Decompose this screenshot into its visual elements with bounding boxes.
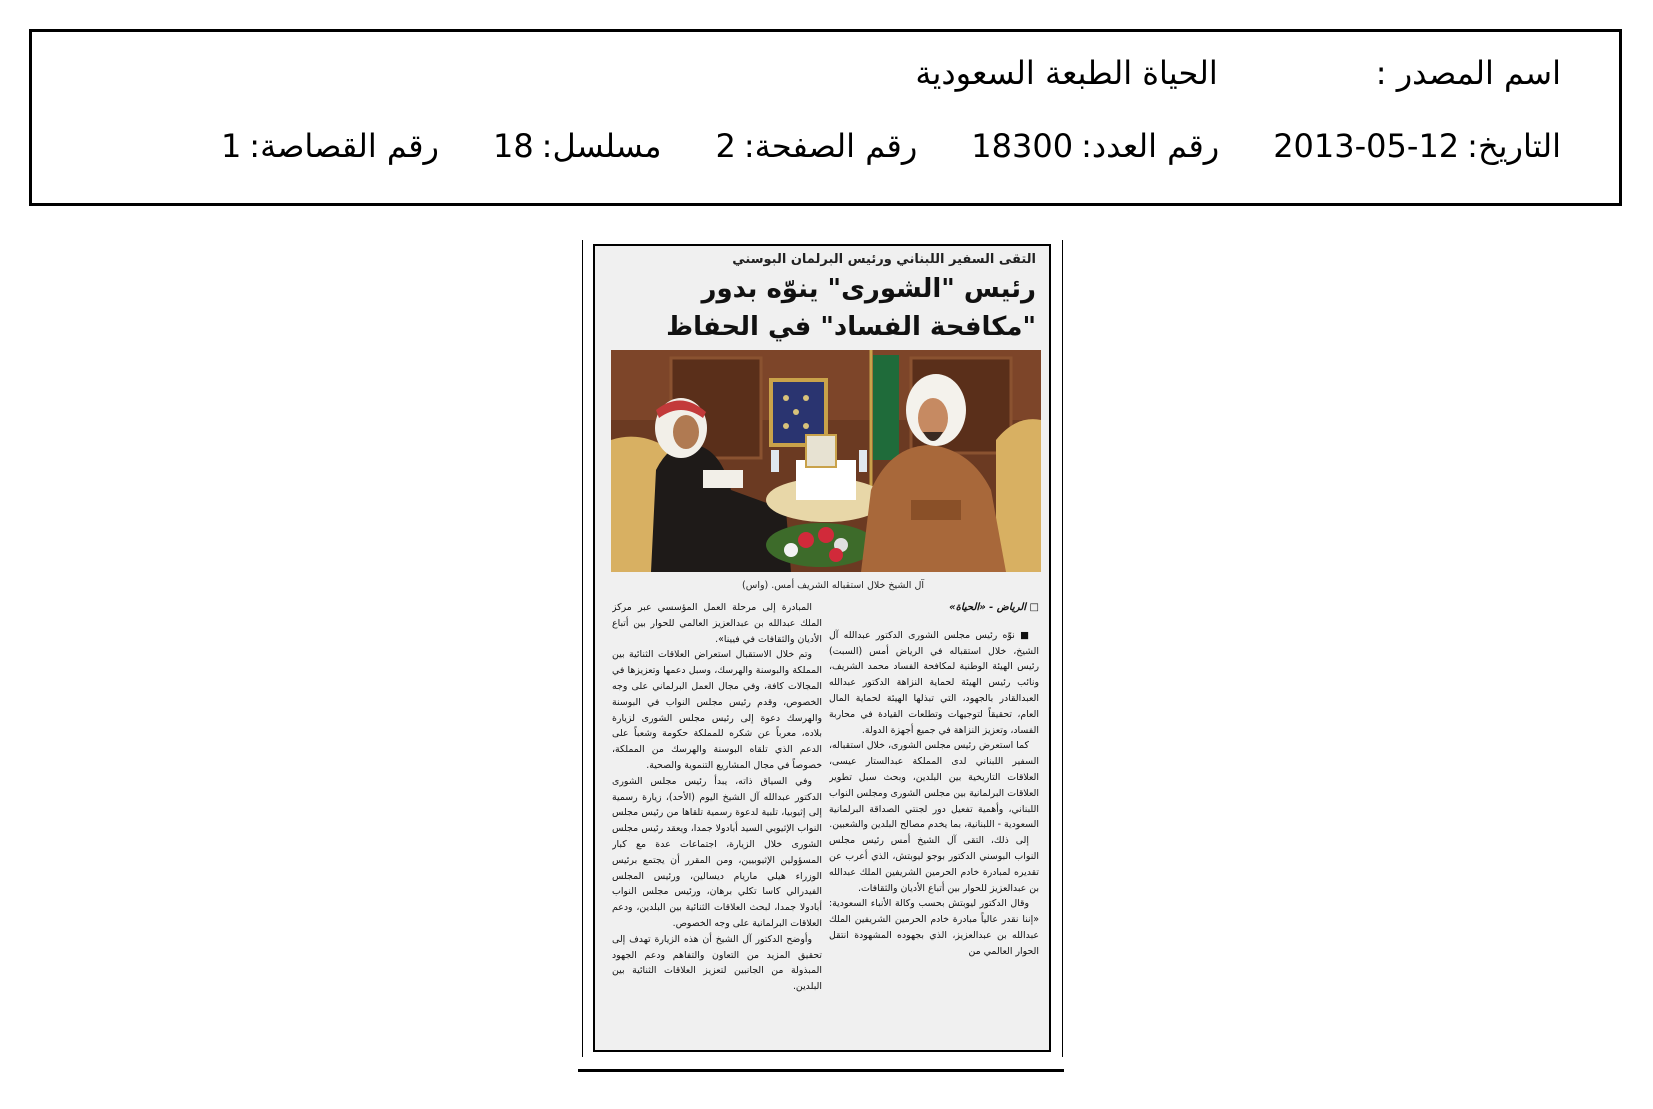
page-label: رقم الصفحة: xyxy=(743,127,918,165)
article-paragraph: كما استعرض رئيس مجلس الشورى، خلال استقباله، السفير اللبناني لدى المملكة عبدالستار عيسى، العلاقات التاريخية بين البلدين، وبحث سبل تطوير العلاقات البرلمانية بين مجلس الشورى ومجلس النواب اللبناني، وأهمية تفعيل دور لجنتي الصداقة البرلمانية السعودية - اللبنانية، بما يخدم مصالح البلدين والشعبين. xyxy=(829,740,1039,831)
serial-value: 18 xyxy=(492,127,534,165)
source-label: اسم المصدر : xyxy=(1375,54,1561,92)
date-field xyxy=(1273,127,1561,165)
article-column-right xyxy=(829,600,1039,1040)
article-paragraph: وتم خلال الاستقبال استعراض العلاقات الثنائية بين المملكة والبوسنة والهرسك، وسبل دعمها وتعزيزها في المجالات كافة، وفي مجال العمل البرلماني على وجه الخصوص، وقدم رئيس مجلس النواب في البوسنة والهرسك دعوة إلى رئيس مجلس الشورى لزيارة بلاده، معرباً عن شكره للمملكة حكومة وشعباً على الدعم الذي تلقاه البوسنة والهرسك من المملكة، خصوصاً في مجال المشاريع التنموية والصحية. xyxy=(612,649,822,771)
article-paragraph: وأوضح الدكتور آل الشيخ أن هذه الزيارة تهدف إلى تحقيق المزيد من التعاون والتفاهم ودعم الجهود المبذولة من الجانبين لتعزيز العلاقات الثنائية بين البلدين. xyxy=(612,933,822,993)
metadata-row-details xyxy=(62,127,1561,165)
source-value-field xyxy=(915,54,1217,92)
page-value: 2 xyxy=(715,127,736,165)
serial-label: مسلسل: xyxy=(541,127,662,165)
article-kicker: التقى السفير اللبناني ورئيس البرلمان البوسني xyxy=(732,252,1036,267)
article-paragraph: ■ نوّه رئيس مجلس الشورى الدكتور عبدالله آل الشيخ، خلال استقباله في الرياض أمس (السبت) رئيس الهيئة الوطنية لمكافحة الفساد محمد الشريف، ونائب رئيس الهيئة لحماية النزاهة الدكتور عبدالله العبدالقادر بالجهود، التي تبذلها الهيئة لحماية المال العام، تحقيقاً لتوجيهات وتطلعات القيادة في محاربة الفساد، وتعزيز النزاهة في جميع أجهزة الدولة. xyxy=(829,629,1039,736)
source-value: الحياة الطبعة السعودية xyxy=(915,54,1218,92)
photo-caption: آل الشيخ خلال استقباله الشريف أمس. (واس) xyxy=(742,580,924,591)
article-paragraph: وقال الدكتور ليوبتش بحسب وكالة الأنباء السعودية: «إننا نقدر عالياً مبادرة خادم الحرمين الشريفين الملك عبدالله بن عبدالعزيز، الذي بجهوده المشهودة انتقل الحوار العالمي من xyxy=(829,898,1039,957)
issue-field xyxy=(971,127,1219,165)
article-paragraph: إلى ذلك، التقى آل الشيخ أمس رئيس مجلس النواب البوسني الدكتور بوجو ليوبتش، الذي أعرب عن تقديره لمبادرة خادم الحرمين الشريفين الملك عبدالله بن عبدالعزيز للحوار بين أتباع الأديان والثقافات. xyxy=(829,835,1039,894)
article-paragraph: المبادرة إلى مرحلة العمل المؤسسي عبر مركز الملك عبدالله بن عبدالعزيز العالمي للحوار بين أتباع الأديان والثقافات في فيينا». xyxy=(612,602,822,645)
article-headline: رئيس "الشورى" ينوّه بدور "مكافحة الفساد" في الحفاظ xyxy=(666,274,1036,342)
issue-label: رقم العدد: xyxy=(1081,127,1220,165)
article-column-left xyxy=(612,600,822,1040)
clipping-metadata-box xyxy=(29,29,1622,206)
serial-field xyxy=(493,127,662,165)
article-photo xyxy=(611,350,1041,572)
clipping-number-value: 1 xyxy=(220,127,242,165)
metadata-row-source xyxy=(62,54,1561,92)
clipping-number-field xyxy=(221,127,439,165)
source-field xyxy=(1368,54,1561,92)
clipping-bottom-rule xyxy=(578,1069,1064,1072)
article-paragraph: وفي السياق ذاته، يبدأ رئيس مجلس الشورى الدكتور عبدالله آل الشيخ اليوم (الأحد)، زيارة رسمية إلى إثيوبيا، تلبية لدعوة رسمية تلقاها من رئيس مجلس النواب الإثيوبي السيد أبادولا جمدا، ويعقد رئيس مجلس الشورى خلال الزيارة، اجتماعات عدة مع كبار المسؤولين الإثيوبيين، ومن المقرر أن يجتمع برئيس الوزراء هيلي ماريام ديسالين، ورئيس المجلس الفيدرالي كاسا تكلي برهان، ورئيس مجلس النواب أبادولا جمدا، لبحث العلاقات الثنائية بين البلدين، ودعم العلاقات البرلمانية على وجه الخصوص. xyxy=(612,775,822,929)
date-value: 2013-05-12 xyxy=(1273,127,1460,165)
clipping-number-label: رقم القصاصة: xyxy=(249,127,439,165)
page-field xyxy=(716,127,918,165)
date-label: التاريخ: xyxy=(1467,127,1561,165)
article-dateline: □ الرياض - «الحياة» xyxy=(949,602,1039,613)
issue-value: 18300 xyxy=(971,127,1074,165)
